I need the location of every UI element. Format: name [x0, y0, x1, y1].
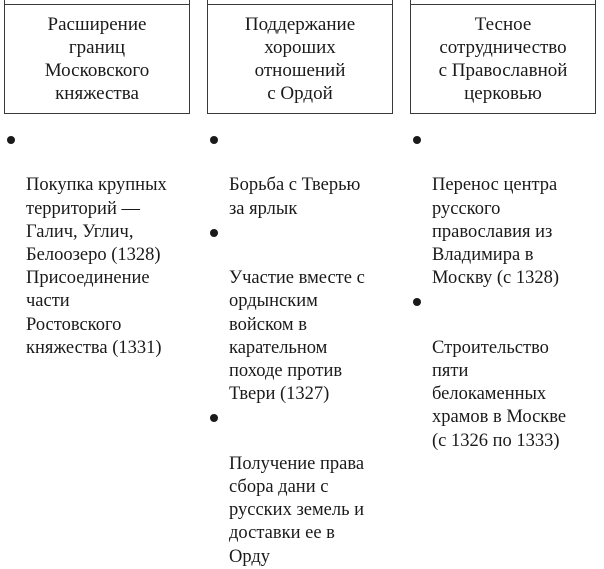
item-text: Участие вместе с ордынским войском в карательном походе против Твери (1327) [229, 268, 365, 405]
list-item [207, 128, 403, 221]
item-text: Борьба с Тверью за ярлык [229, 175, 361, 219]
list-item [207, 221, 403, 407]
item-text: Перенос центра русского православия из Владимира в Москву (с 1328) [432, 175, 560, 289]
column-header: Расширение границ Московского княжества [44, 14, 150, 104]
bullet-icon [210, 229, 218, 237]
item-list [4, 128, 200, 360]
header-box [207, 4, 393, 114]
list-item [410, 128, 604, 290]
column-header: Поддержание хороших отношений с Ордой [244, 14, 356, 104]
bullet-icon [413, 136, 421, 144]
header-box [410, 4, 596, 114]
item-list [207, 128, 403, 569]
list-item [207, 406, 403, 568]
bullet-icon [413, 298, 421, 306]
bullet-icon [210, 136, 218, 144]
item-text: Покупка крупных территорий — Галич, Углич, Белоозеро (1328) Присоединение части Ростовского княжества (1331) [26, 175, 167, 358]
bullet-icon [7, 136, 15, 144]
header-box [4, 4, 190, 114]
bullet-icon [210, 414, 218, 422]
item-text: Строительство пяти белокаменных храмов в Москве (с 1326 по 1333) [432, 337, 567, 451]
list-item [4, 128, 200, 360]
item-list [410, 128, 604, 453]
column-header: Тесное сотрудничество с Православной церковью [438, 14, 568, 104]
item-text: Получение права сбора дани с русских земель и доставки ее в Орду [229, 453, 365, 567]
list-item [410, 290, 604, 452]
